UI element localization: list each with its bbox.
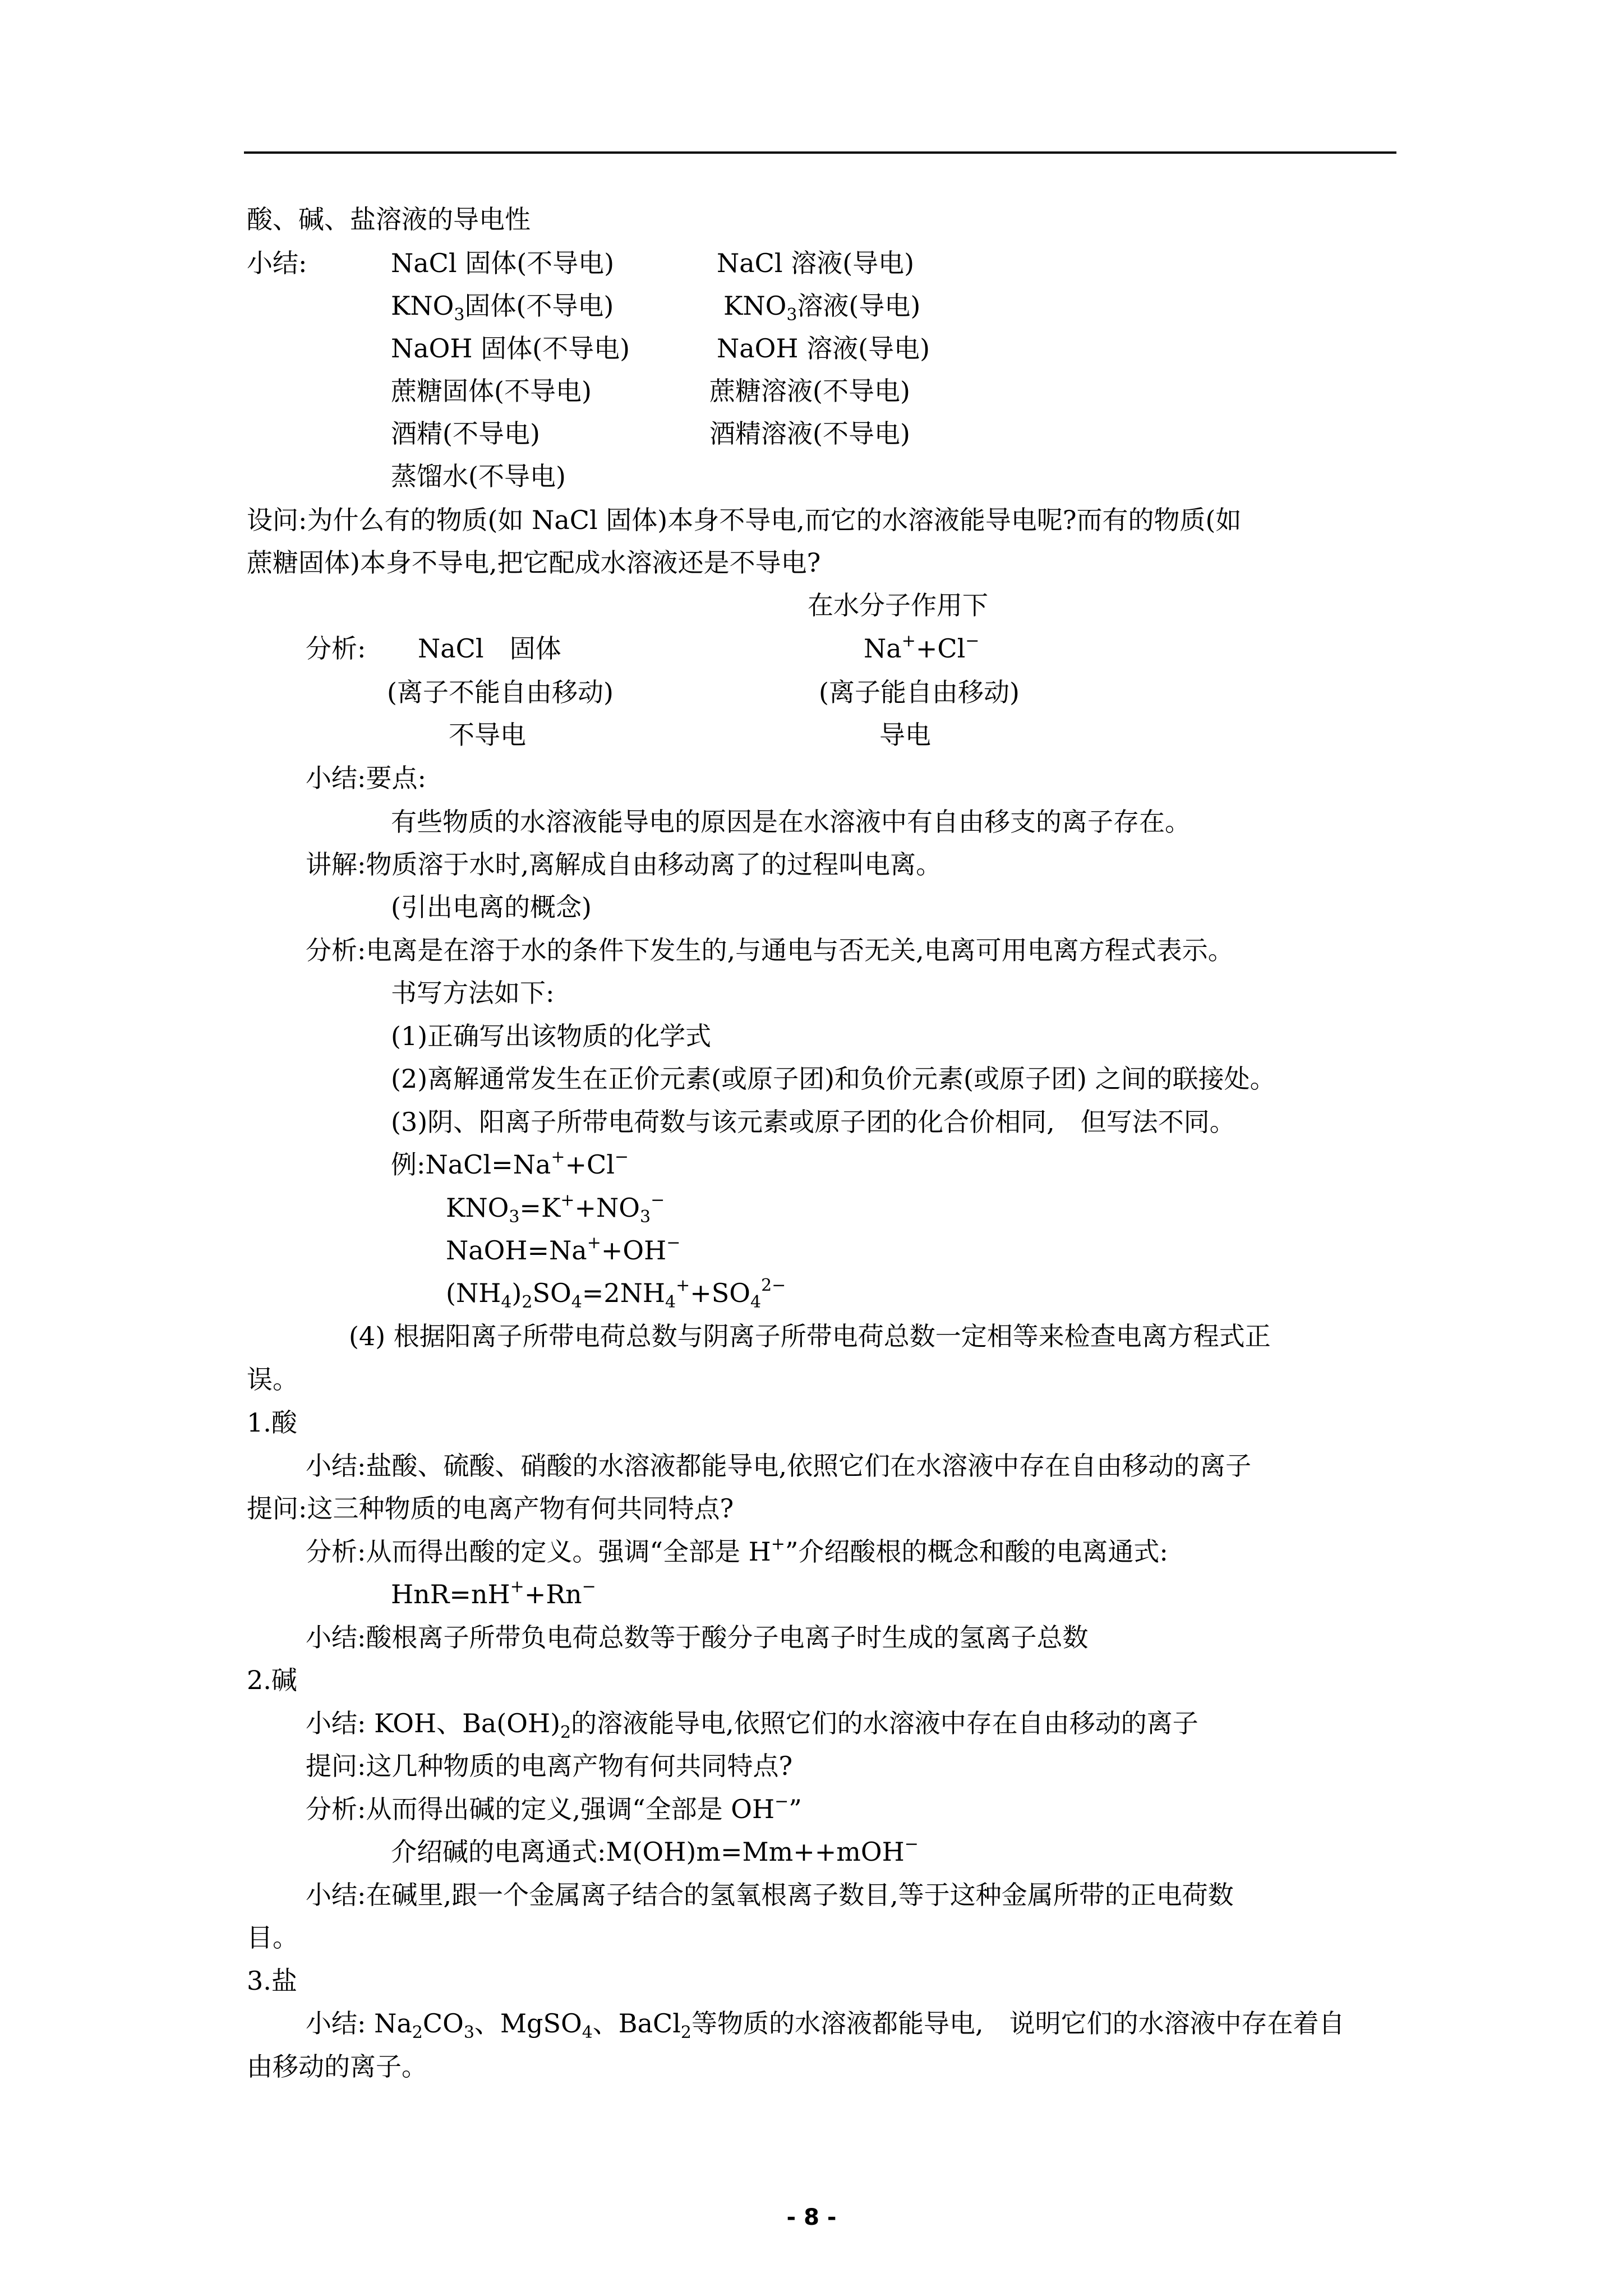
example-equation-4: $(NH_4)_2SO_4=2NH_4^++SO_4^{2-}$ [446,1276,786,1312]
base-title: 2.碱 [247,1665,297,1695]
table-row-solution: $KNO_3$溶液(导电) [723,291,921,325]
explain-text: 讲解:物质溶于水时,离解成自由移动离了的过程叫电离。 [306,849,942,880]
analysis2-text: 分析:电离是在溶于水的条件下发生的,与通电与否无关,电离可用电离方程式表示。 [306,935,1234,965]
table-row-solid: NaOH 固体(不导电) [391,333,630,364]
table-row-solution: NaOH 溶液(导电) [717,333,930,364]
acid-formula: HnR=nH++Rn− [391,1577,596,1609]
acid-summary: 小结:盐酸、硫酸、硝酸的水溶液都能导电,依照它们在水溶液中存在自由移动的离子 [306,1451,1252,1481]
acid-analysis: 分析:从而得出酸的定义。强调“全部是 H+”介绍酸根的概念和酸的电离通式: [306,1534,1168,1567]
analysis-right-state: (离子能自由移动) [819,677,1020,707]
key-points-label: 小结:要点: [306,763,426,793]
key-points-text: 有些物质的水溶液能导电的原因是在水溶液中有自由移支的离子存在。 [391,807,1191,837]
rule-3: (3)阴、阳离子所带电荷数与该元素或原子团的化合价相同, 但写法不同。 [391,1107,1235,1137]
table-row-solid: 酒精(不导电) [391,418,540,449]
base-conclusion: 小结:在碱里,跟一个金属离子结合的氢氧根离子数目,等于这种金属所带的正电荷数 [306,1880,1234,1910]
base-question: 提问:这几种物质的电离产物有何共同特点? [306,1751,793,1781]
rule-2: (2)离解通常发生在正价元素(或原子团)和负价元素(或原子团) 之间的联接处。 [391,1064,1276,1094]
analysis-left: NaCl 固体 [418,633,561,664]
example-equation-1: 例:NaCl=Na++Cl− [391,1147,629,1180]
analysis-right-result: 导电 [879,720,931,750]
analysis-left-state: (离子不能自由移动) [387,677,614,707]
table-row-solid: 蒸馏水(不导电) [391,461,566,491]
question-text: 设问:为什么有的物质(如 NaCl 固体)本身不导电,而它的水溶液能导电呢?而有的物质(如 [247,505,1242,535]
explain-note: (引出电离的概念) [391,892,592,922]
page-number: - 8 - [786,2205,837,2230]
table-row-solid: $KNO_3$固体(不导电) [391,291,614,325]
base-formula: 介绍碱的电离通式:M(OH)m=Mm++mOH− [391,1834,919,1867]
base-analysis: 分析:从而得出碱的定义,强调“全部是 OH−” [306,1792,802,1824]
summary-label: 小结: [247,248,307,278]
analysis-left-result: 不导电 [449,720,526,750]
writing-method: 书写方法如下: [391,978,555,1008]
acid-conclusion: 小结:酸根离子所带负电荷总数等于酸分子电离子时生成的氢离子总数 [306,1622,1089,1653]
salt-summary: 小结: $Na_2CO_3$、MgSO$_4$、BaCl$_2$等物质的水溶液都能导电, 说明它们的水溶液中存在着自 [306,2008,1345,2042]
header-rule [244,151,1396,154]
rule-4-cont: 误。 [247,1364,298,1395]
acid-title: 1.酸 [247,1407,297,1438]
table-row-solution: NaCl 溶液(导电) [717,248,915,278]
table-row-solution: 蔗糖溶液(不导电) [709,376,910,406]
analysis-label: 分析: [306,633,366,664]
example-equation-2: $KNO_3=K^++NO_3^-$ [446,1190,665,1227]
rule-1: (1)正确写出该物质的化学式 [391,1021,712,1051]
base-conclusion-cont: 目。 [247,1922,298,1953]
base-summary: 小结: KOH、$Ba(OH)_2$的溶液能导电,依照它们的水溶液中存在自由移动的离子 [306,1708,1198,1742]
acid-question: 提问:这三种物质的电离产物有何共同特点? [247,1493,734,1524]
analysis-right: Na++Cl− [864,631,980,664]
table-row-solution: 酒精溶液(不导电) [709,418,910,449]
rule-4: (4) 根据阳离子所带电荷总数与阴离子所带电荷总数一定相等来检查电离方程式正 [349,1321,1271,1351]
table-row-solid: 蔗糖固体(不导电) [391,376,592,406]
table-row-solid: NaCl 固体(不导电) [391,248,615,278]
example-equation-3: NaOH=Na++OH− [446,1233,681,1266]
salt-title: 3.盐 [247,1966,297,1996]
section-heading: 酸、碱、盐溶液的导电性 [247,204,531,234]
salt-summary-cont: 由移动的离子。 [247,2051,427,2082]
question-text: 蔗糖固体)本身不导电,把它配成水溶液还是不导电? [247,547,821,578]
analysis-condition: 在水分子作用下 [808,590,988,620]
